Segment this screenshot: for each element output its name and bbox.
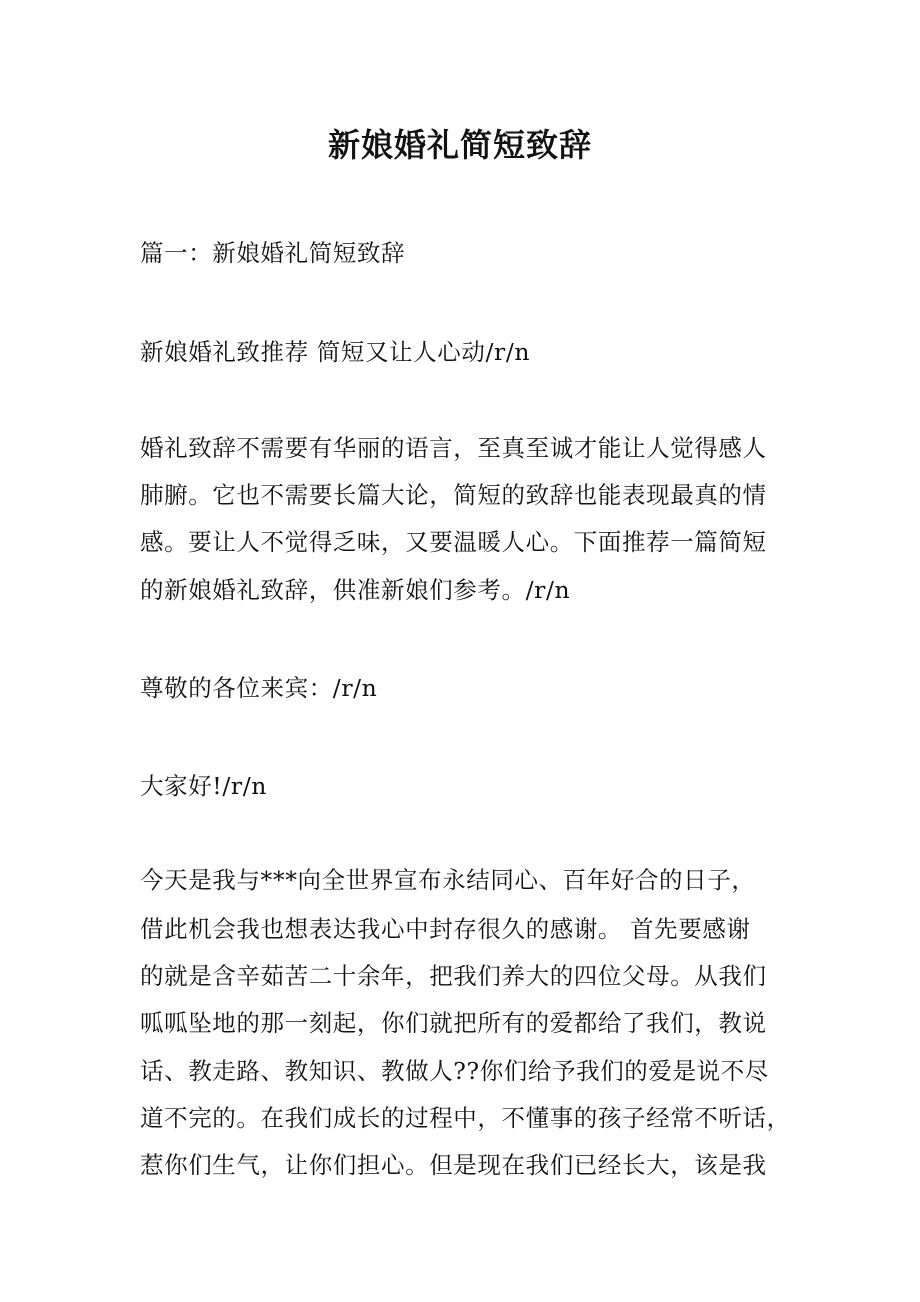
body-line: 的就是含辛茹苦二十余年，把我们养大的四位父母。从我们 xyxy=(140,962,767,990)
intro-line: 婚礼致辞不需要有华丽的语言，至真至诚才能让人觉得感人 xyxy=(140,434,767,462)
greeting-guests: 尊敬的各位来宾：/r/n xyxy=(140,674,378,702)
body-line: 借此机会我也想表达我心中封存很久的感谢。 首先要感谢 xyxy=(140,915,751,943)
intro-line: 感。要让人不觉得乏味，又要温暖人心。下面推荐一篇简短 xyxy=(140,528,767,556)
body-line: 话、教走路、教知识、教做人??你们给予我们的爱是说不尽 xyxy=(140,1057,769,1085)
body-line: 今天是我与***向全世界宣布永结同心、百年好合的日子， xyxy=(140,866,756,894)
section-heading: 篇一：新娘婚礼简短致辞 xyxy=(140,239,406,267)
intro-line: 的新娘婚礼致辞，供准新娘们参考。/r/n xyxy=(140,576,571,604)
greeting-hello: 大家好!/r/n xyxy=(140,772,267,800)
body-line: 呱呱坠地的那一刻起，你们就把所有的爱都给了我们，教说 xyxy=(140,1009,767,1037)
body-line: 道不完的。在我们成长的过程中，不懂事的孩子经常不听话， xyxy=(140,1104,791,1132)
subheading: 新娘婚礼致推荐 简短又让人心动/r/n xyxy=(140,338,531,366)
intro-line: 肺腑。它也不需要长篇大论，简短的致辞也能表现最真的情 xyxy=(140,481,767,509)
document-title: 新娘婚礼简短致辞 xyxy=(327,126,592,164)
body-line: 惹你们生气，让你们担心。但是现在我们已经长大，该是我 xyxy=(140,1151,767,1179)
